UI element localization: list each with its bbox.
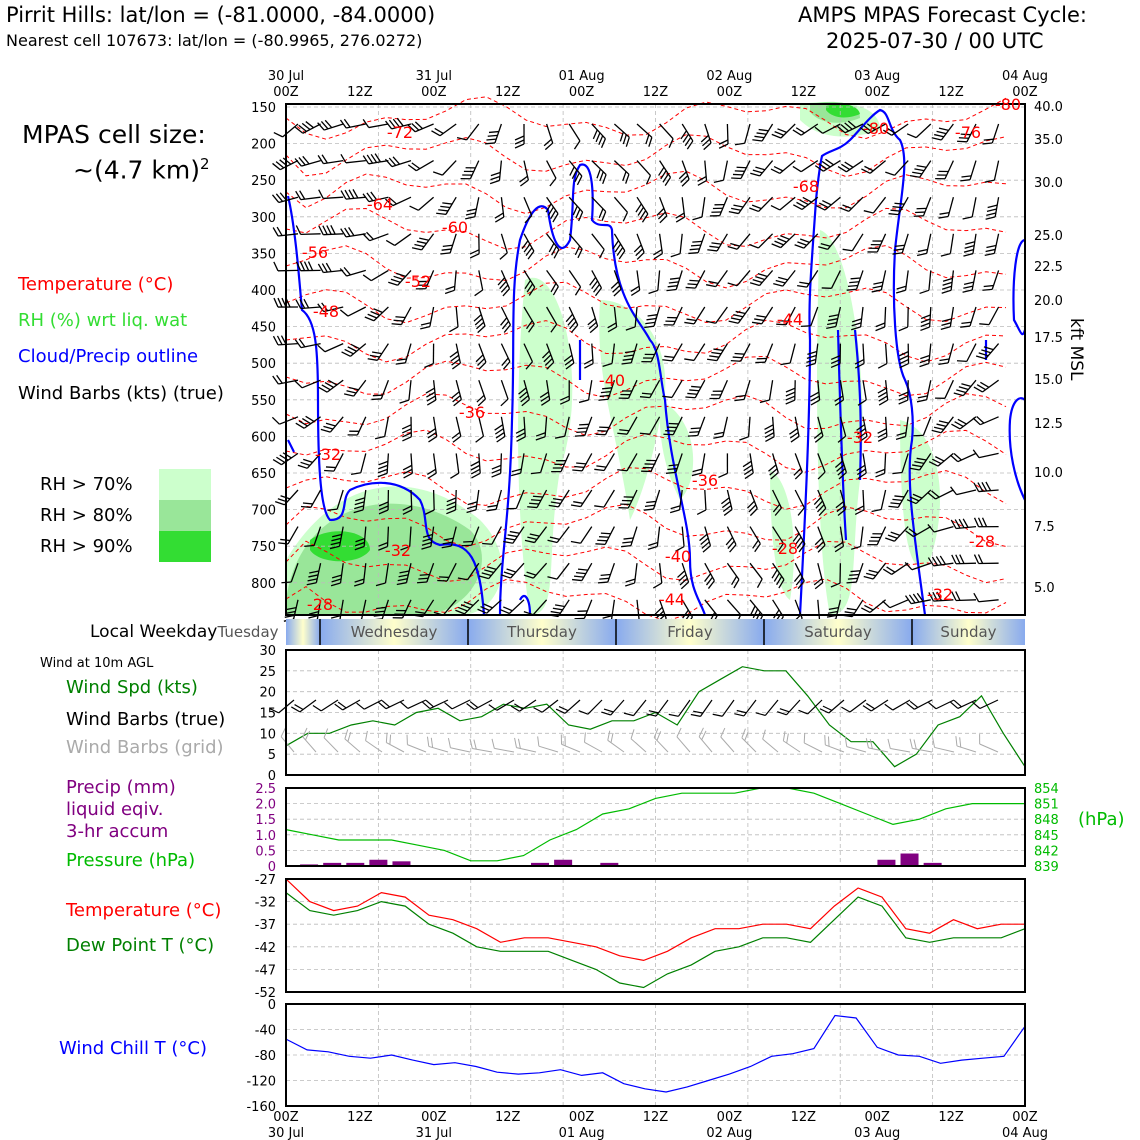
precip-label-1: Precip (mm) [66,777,176,798]
legend-cloud: Cloud/Precip outline [18,346,199,367]
height-tick-label: 35.0 [1034,133,1063,148]
temperature-contour-label: -32 [384,541,412,560]
station-title: Pirrit Hills: lat/lon = (-81.0000, -84.0000) [6,3,436,27]
nearest-cell-info: Nearest cell 107673: lat/lon = (-80.9965, 276.0272) [6,31,423,50]
bottom-date-label: 02 Aug [706,1126,753,1140]
pressure-tick-label: 650 [251,467,276,482]
legend-rh: RH (%) wrt liq. wat [18,310,188,331]
bottom-hour-label: 00Z [421,1110,447,1125]
weekday-name: Sunday [940,623,997,641]
y-tick-label: 0 [267,998,276,1013]
height-tick-label: 15.0 [1034,373,1063,388]
height-tick-label: 12.5 [1034,417,1063,432]
weekday-name: Thursday [507,623,577,641]
y-tick-label: 10 [259,727,276,743]
temperature-contour-label: -28 [968,532,996,551]
wind-speed-label: Wind Spd (kts) [66,677,198,698]
pressure-tick-label: 800 [251,576,276,592]
temperature-label: Temperature (°C) [66,900,222,921]
pressure-tick-label: 700 [251,503,276,519]
top-hour-label: 12Z [347,85,373,100]
pressure-tick-label: 150 [251,101,276,116]
pressure-tick-label: 500 [251,357,276,373]
temperature-panel [286,879,1025,992]
pressure-tick-label: 845 [1034,828,1059,844]
dewpoint-label: Dew Point T (°C) [66,935,215,956]
temperature-contour-label: -28 [771,539,799,558]
height-tick-label: 10.0 [1034,466,1063,481]
wind-barb-staff [501,453,502,473]
y-tick-label: -47 [254,963,276,979]
wind-barb-staff [434,490,435,510]
top-hour-label: 12Z [938,85,964,100]
pressure-tick-label: 300 [251,210,276,226]
temperature-contour-label: -76 [954,123,982,142]
legend-rh80: RH > 80% [40,505,133,526]
pressure-tick-label: 350 [251,247,276,263]
height-tick-label: 5.0 [1034,581,1055,596]
wind-panel-header: Wind at 10m AGL [40,656,154,671]
forecast-cycle-title: AMPS MPAS Forecast Cycle: [798,3,1087,27]
bottom-hour-label: 12Z [347,1110,373,1125]
bottom-hour-label: 00Z [1012,1110,1038,1125]
wind-barb-staff [956,600,976,601]
weekday-name: Friday [667,623,713,641]
height-tick-label: 22.5 [1034,260,1063,275]
cell-size-exponent: 2 [200,155,210,173]
y-tick-label: 20 [259,685,276,701]
temperature-contour-label: -52 [404,272,432,291]
wind-barb-feather [273,457,281,467]
pressure-tick-label: 550 [251,393,276,409]
pressure-unit-label: (hPa) [1078,809,1125,830]
temperature-contour-label: -60 [441,218,469,237]
temperature-contour-label: -36 [691,471,719,490]
wind-barb-staff [885,307,886,327]
top-hour-label: 12Z [642,85,669,100]
y-tick-label: 1.0 [255,828,276,844]
temperature-contour-label: -64 [366,195,394,214]
y-tick-label: 2.0 [255,797,276,813]
wind-chill-label: Wind Chill T (°C) [59,1038,207,1059]
y-tick-label: -80 [254,1049,276,1064]
bottom-date-label: 30 Jul [267,1126,305,1140]
weekday-label: Local Weekday [90,622,218,642]
height-tick-label: 7.5 [1034,520,1055,535]
y-tick-label: -40 [254,1023,276,1039]
weekday-name: Saturday [804,623,872,641]
wind-barb-feather [273,336,278,345]
bottom-date-label: 04 Aug [1001,1126,1049,1140]
y-tick-label: 15 [259,706,276,722]
y-tick-label: 0 [267,769,276,784]
y-tick-label: 2.5 [255,782,276,797]
bottom-hour-label: 00Z [716,1110,743,1125]
top-hour-label: 12Z [790,85,817,100]
legend-rh70: RH > 70% [40,474,133,495]
temperature-contour-label: -80 [994,95,1022,114]
wind-barb-staff [956,563,976,564]
wind-barb-feather [277,336,282,345]
y-tick-label: 1.5 [255,813,276,829]
y-tick-label: 5 [267,748,276,764]
pressure-tick-label: 839 [1034,860,1059,875]
top-date-label: 31 Jul [415,69,452,84]
cell-size-label: MPAS cell size: [22,120,206,149]
wind-barb-staff [411,490,412,510]
weekday-name: Tuesday [217,623,279,641]
pressure-label: Pressure (hPa) [66,850,196,871]
precip-label-2: liquid eqiv. [66,799,164,820]
y-tick-label: 0.5 [255,844,276,860]
temperature-contour-label: -72 [386,123,414,142]
bottom-hour-label: 12Z [494,1110,521,1125]
temperature-contour-label: -44 [658,590,686,609]
wind-barbs-grid-label: Wind Barbs (grid) [66,737,224,758]
top-hour-label: 00Z [568,85,595,100]
pressure-tick-label: 848 [1034,813,1059,829]
top-hour-label: 12Z [494,85,521,100]
bottom-hour-label: 00Z [273,1110,299,1125]
temperature-contour-label: -80 [862,119,890,138]
y-tick-label: 0 [267,860,276,875]
legend-temperature: Temperature (°C) [18,274,174,295]
temperature-contour-label: -36 [458,403,486,422]
temperature-contour-label: -32 [846,428,874,447]
y-tick-label: 25 [259,664,276,680]
pressure-tick-label: 200 [251,137,276,153]
bottom-hour-label: 00Z [568,1110,595,1125]
top-date-label: 01 Aug [558,69,605,84]
precip-bar [901,854,919,866]
bottom-hour-label: 12Z [790,1110,817,1125]
y-tick-label: -32 [254,895,276,911]
bottom-hour-label: 00Z [864,1110,890,1125]
temperature-contour-label: -44 [776,310,804,329]
temperature-contour-label: -68 [792,177,820,196]
precip-panel [286,788,1025,866]
y-tick-label: -52 [254,986,276,1001]
wind-barb-feather [274,262,278,271]
temperature-contour-label: -48 [312,302,340,321]
bottom-hour-label: 12Z [938,1110,964,1125]
wind-barb-staff [456,490,457,510]
wind-chill-panel [286,1004,1025,1106]
legend-rh90: RH > 90% [40,536,133,557]
top-date-label: 04 Aug [1001,69,1049,84]
temperature-contour-label: -32 [314,445,342,464]
height-tick-label: 25.0 [1034,229,1063,244]
pressure-tick-label: 250 [251,174,276,190]
y-tick-label: -27 [254,873,276,888]
wind-barb-feather [278,298,282,307]
height-tick-label: 20.0 [1034,294,1063,309]
legend-wind: Wind Barbs (kts) (true) [18,383,224,404]
top-hour-label: 00Z [1012,85,1038,100]
top-hour-label: 00Z [864,85,890,100]
precip-label-3: 3-hr accum [66,821,169,842]
temperature-contour-label: -56 [301,243,329,262]
bottom-date-label: 03 Aug [854,1126,901,1140]
wind-barb-staff [727,124,728,144]
cell-size-number: ~(4.7 km) [73,155,200,185]
pressure-tick-label: 842 [1034,844,1059,860]
weekday-name: Wednesday [350,623,438,641]
y-tick-label: 30 [259,644,276,659]
top-date-label: 03 Aug [854,69,901,84]
top-date-label: 30 Jul [267,69,305,84]
wind-barb-feather [274,298,278,307]
pressure-tick-label: 600 [251,430,276,446]
wind-barb-staff [301,234,321,235]
top-hour-label: 00Z [273,85,299,100]
pressure-tick-label: 450 [251,320,276,336]
wind-barb-feather [273,162,281,172]
y-tick-label: -42 [254,940,276,956]
height-tick-label: 40.0 [1034,100,1063,115]
y-tick-label: -37 [254,918,276,934]
height-tick-label: 30.0 [1034,176,1063,191]
bottom-date-label: 31 Jul [415,1126,452,1140]
bottom-date-label: 01 Aug [558,1126,605,1140]
y-tick-label: -120 [246,1074,276,1090]
height-tick-label: 17.5 [1034,331,1063,346]
weekday-segment [286,619,320,645]
pressure-tick-label: 851 [1034,797,1059,813]
temperature-contour-label: -40 [598,371,626,390]
wind-barb-feather [272,416,279,426]
y-tick-label: -160 [246,1100,276,1115]
height-axis-label: kft MSL [1066,318,1086,381]
pressure-tick-label: 854 [1034,782,1059,797]
forecast-cycle-date: 2025-07-30 / 00 UTC [826,29,1044,53]
top-hour-label: 00Z [421,85,447,100]
top-hour-label: 00Z [716,85,743,100]
temperature-contour-label: -28 [306,595,334,614]
top-date-label: 02 Aug [706,69,753,84]
temperature-contour-label: -32 [926,585,954,604]
bottom-hour-label: 12Z [642,1110,669,1125]
pressure-tick-label: 750 [251,540,276,556]
wind-barbs-true-label: Wind Barbs (true) [66,709,226,730]
pressure-tick-label: 400 [251,284,276,299]
temperature-contour-label: -40 [664,547,692,566]
